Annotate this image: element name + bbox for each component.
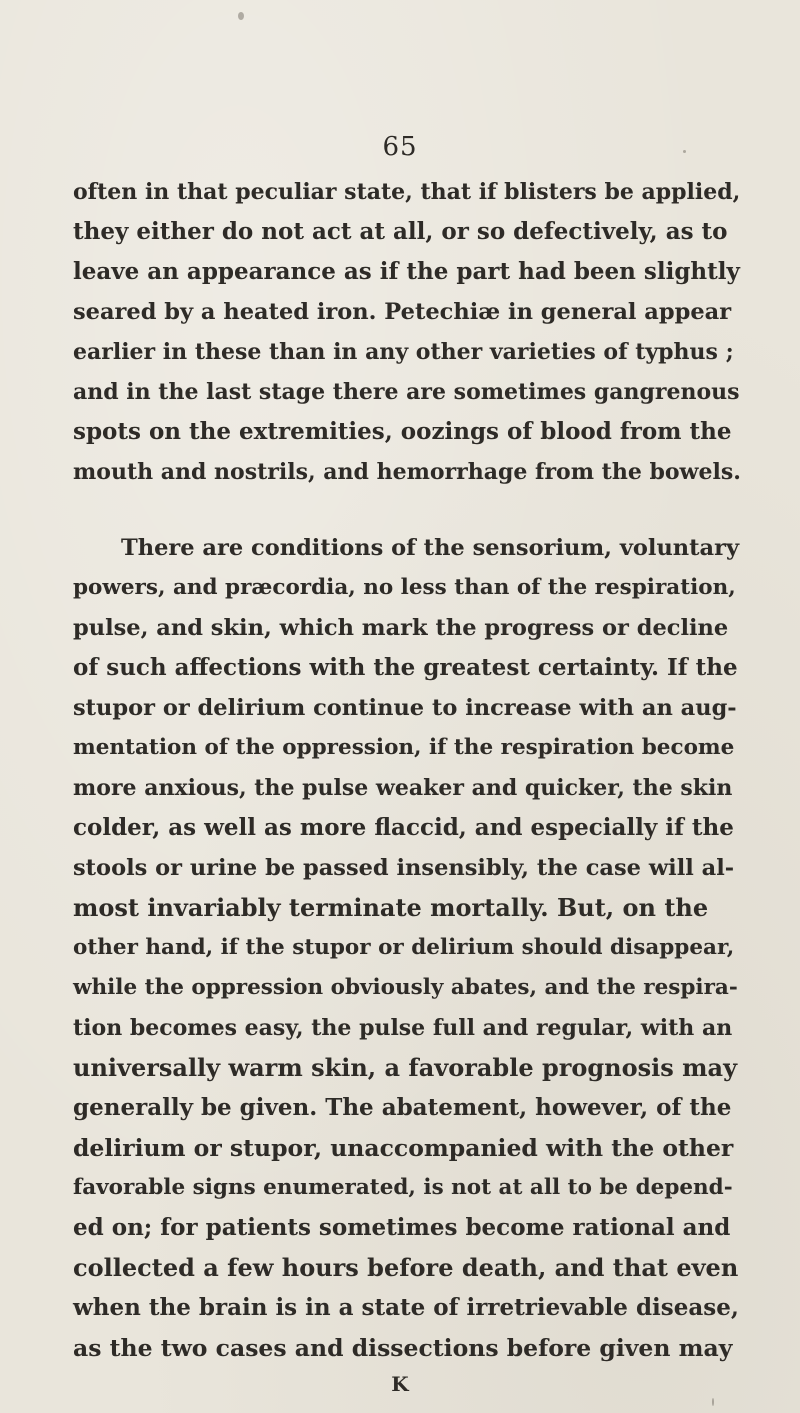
text-line: often in that peculiar state, that if blisters be applied, [73,179,741,205]
text-line: leave an appearance as if the part had been slightly [73,258,740,285]
paper-speck [238,12,244,20]
text-line: generally be given. The abatement, however, of the [73,1094,732,1121]
text-line: mentation of the oppression, if the respiration become [73,735,735,760]
text-line: while the oppression obviously abates, and the respira- [73,975,738,1000]
text-line: There are conditions of the sensorium, voluntary [121,535,740,561]
paper-speck [712,1398,714,1406]
text-line: pulse, and skin, which mark the progress or decline [73,615,729,641]
text-line: powers, and præcordia, no less than of the respiration, [73,575,736,600]
text-line: collected a few hours before death, and that even [73,1253,739,1282]
text-line: and in the last stage there are sometimes gangrenous [73,379,740,405]
text-line: mouth and nostrils, and hemorrhage from the bowels. [73,459,741,485]
text-line: they either do not act at all, or so defectively, as to [73,218,728,245]
text-line: ed on; for patients sometimes become rational and [73,1214,731,1241]
text-line: other hand, if the stupor or delirium should disappear, [73,935,735,960]
text-line: universally warm skin, a favorable prognosis may [73,1053,738,1082]
text-line: as the two cases and dissections before given may [73,1334,733,1362]
text-line: earlier in these than in any other varieties of typhus ; [73,339,734,365]
paper-speck [683,150,686,153]
text-line: tion becomes easy, the pulse full and regular, with an [73,1015,733,1041]
text-line: stools or urine be passed insensibly, the case will al- [73,855,735,881]
text-line: more anxious, the pulse weaker and quicker, the skin [73,775,733,801]
signature-mark: K [391,1372,409,1396]
text-line: stupor or delirium continue to increase with an aug- [73,695,737,721]
page-number: 65 [382,132,418,162]
text-line: of such affections with the greatest certainty. If the [73,654,738,681]
text-line: favorable signs enumerated, is not at all to be depend- [73,1175,733,1200]
text-line: spots on the extremities, oozings of blood from the [73,418,732,445]
text-line: when the brain is in a state of irretrievable disease, [73,1294,739,1321]
text-line: most invariably terminate mortally. But, on the [73,893,709,922]
text-line: colder, as well as more flaccid, and especially if the [73,814,734,841]
text-line: delirium or stupor, unaccompanied with the other [73,1134,734,1162]
text-line: seared by a heated iron. Petechiæ in general appear [73,299,732,325]
